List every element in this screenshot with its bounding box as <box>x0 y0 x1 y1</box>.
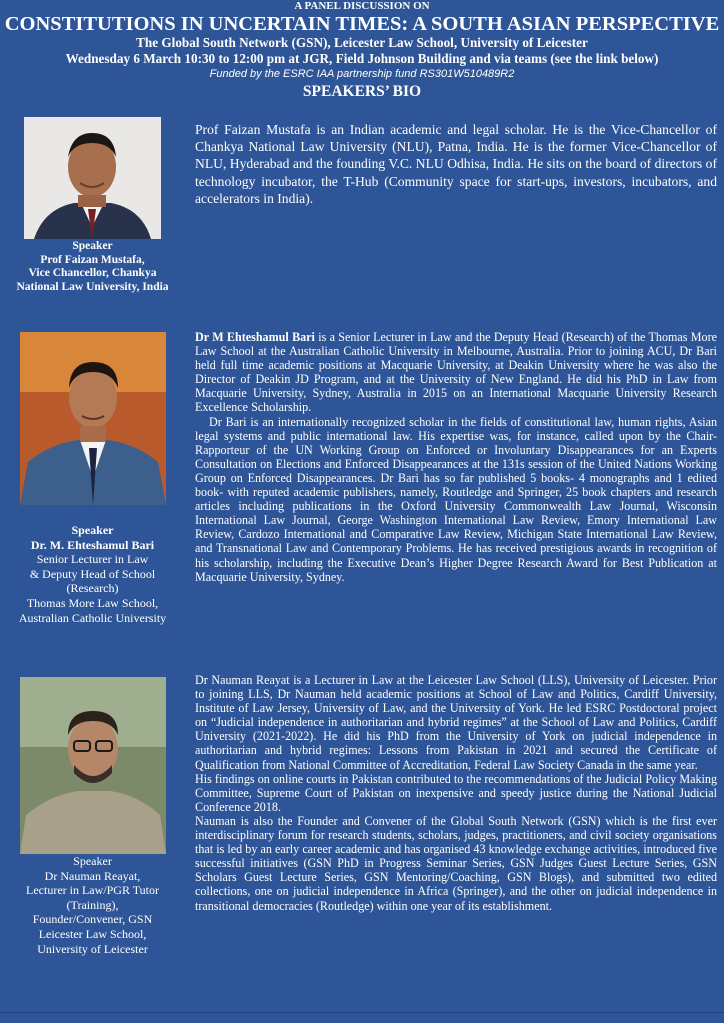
bio-text: is a Senior Lecturer in Law and the Deputy Head (Research) of the Thomas More Law School at the Australian Catholic University in Melbourne, Australia. Prior to joining ACU, Dr Bari held full time academic positions at Macquarie University, at Deakin University where he was also the Director of Deakin JD Program, and at the University of New England. He did his PhD in Law from Macquarie University, Sydney, Australia in 2015 on an International Macquarie University Research Excellence Scholarship. <box>195 330 717 415</box>
speaker-role: Speaker <box>73 854 112 868</box>
speaker-role: Speaker <box>71 523 114 537</box>
speaker-title-line: (Training), <box>66 897 119 912</box>
speaker-role: Speaker <box>72 240 113 252</box>
bottom-divider <box>0 1012 724 1013</box>
speaker-bio <box>195 330 717 584</box>
speaker-name: Dr Nauman Reayat, <box>44 868 141 883</box>
bio-paragraph: Prof Faizan Mustafa is an Indian academic and legal scholar. He is the Vice-Chancellor of Chankya National Law University (NLU), Patna, India. He is the former Vice-Chancellor of NLU, Hyderabad and the founding V.C. NLU Odhisa, India. He sits on the board of directors of technology incubator, the T-Hub (Community space for start-ups, investors, incubators, and accelerators in India). <box>195 122 717 206</box>
speaker-caption <box>0 854 185 956</box>
section-title: SPEAKERS’ BIO <box>302 83 422 100</box>
speaker-title-line: Leicester Law School, <box>38 926 147 941</box>
bio-paragraph: His findings on online courts in Pakistan contributed to the recommendations of the Judicial Policy Making Committee, Supreme Court of Pakistan on inexpensive and speedy justice during the National Judicial Conference 2018. <box>195 771 717 814</box>
bio-paragraph: Dr Nauman Reayat is a Lecturer in Law at the Leicester Law School (LLS), University of Leicester. Prior to joining LLS, Dr Nauman held academic positions at School of Law and Politics, Cardiff University, Institute of Law Jersey, University of Law, and the University of York. He led ESRC Postdoctoral project on “Judicial independence in authoritarian and hybrid regimes” at the School of Law and Politics, Cardiff University (2021-2022). He did his PhD from the University of York on judicial independence in authoritarian and hybrid regimes: Lessons from Pakistan in 2021 and secured the Certificate of Qualification from National Committee of Accreditation, Federal Law Society Canada in the same year. <box>195 673 717 772</box>
speaker-photo <box>20 677 166 854</box>
bio-paragraph: Dr Bari is an internationally recognized scholar in the fields of constitutional law, human rights, Asian legal systems and public international law. His expertise was, for instance, called upon by the Chair-Rapporteur of the UN Working Group on Enforced or Involuntary Disappearances for an Experts Consultation on Elections and Enforced Disappearances at the 131s session of the United Nations Working Group on Enforced Disappearances. Dr Bari has so far published 5 books- 4 monographs and 1 edited book- with reputed academic publishers, namely, Routledge and Springer, 25 book chapters and research articles including publications in the Oxford University Commonwealth Law Journal, Wisconsin International Law Journal, George Washington International Law Review, Emory International Law Review, Cardozo International and Comparative Law Review, Michigan State International Law Review, and Transnational Law and Contemporary Problems. He has received prestigious awards in recognition of his scholarship, including the Executive Dean’s Higher Degree Research Award for Best Publication at Macquarie University, Sydney. <box>195 414 717 584</box>
speaker-sidebar <box>0 117 185 294</box>
speaker-name: Prof Faizan Mustafa, <box>40 253 145 266</box>
kicker: A PANEL DISCUSSION ON <box>294 0 430 12</box>
speaker-title-line: Australian Catholic University <box>18 610 167 625</box>
speaker-bio <box>195 121 717 207</box>
speaker-bio <box>195 673 717 913</box>
speaker-caption <box>0 523 185 625</box>
speaker-sidebar <box>0 677 185 956</box>
speaker-title-line: Lecturer in Law/PGR Tutor <box>26 883 159 898</box>
speaker-title-line: Senior Lecturer in Law <box>36 552 149 567</box>
speaker-title-line: Founder/Convener, GSN <box>32 912 153 927</box>
date-venue: Wednesday 6 March 10:30 to 12:00 pm at JGR, Field Johnson Building and via teams (see the link below) <box>65 51 659 66</box>
page-title: CONSTITUTIONS IN UNCERTAIN TIMES: A SOUTH ASIAN PERSPECTIVE <box>4 13 720 35</box>
speaker-title-line: University of Leicester <box>37 941 148 956</box>
speaker-title-line: (Research) <box>66 581 119 596</box>
bio-paragraph: Nauman is also the Founder and Convener of the Global South Network (GSN) which is the first ever interdisciplinary forum for research students, scholars, judges, practitioners, and civil society organisations that is led by an early career academic and has organised 43 knowledge exchange activities, introduced five successful initiatives (GSN PhD in Progress Seminar Series, GSN Judges Guest Lecture Series, GSN Scholars Guest Lecture Series, GSN Mentoring/Coaching, GSN Blogs), and submitted two edited collections, one on judicial independence in Africa (Springer), and the other on judicial independence in transitional democracies (Routledge) within one year of its establishment. <box>195 813 717 913</box>
speaker-title-line: National Law University, India <box>16 280 169 293</box>
bio-name: Dr M Ehteshamul Bari <box>195 330 315 344</box>
bio-paragraph <box>195 330 717 415</box>
speaker-title-line: Vice Chancellor, Chankya <box>28 267 157 279</box>
speaker-sidebar <box>0 332 185 625</box>
speaker-photo <box>20 332 166 505</box>
portrait-image <box>20 332 166 505</box>
speaker-photo <box>24 117 161 239</box>
header <box>0 0 724 102</box>
portrait-image <box>20 677 166 854</box>
portrait-image <box>24 117 161 239</box>
speaker-caption <box>0 240 185 294</box>
organisers: The Global South Network (GSN), Leicester Law School, University of Leicester <box>136 35 588 50</box>
funding-note: Funded by the ESRC IAA partnership fund RS301W510489R2 <box>209 68 515 80</box>
speaker-name: Dr. M. Ehteshamul Bari <box>30 537 155 552</box>
speaker-title-line: Thomas More Law School, <box>26 595 159 610</box>
speaker-title-line: & Deputy Head of School <box>29 566 156 581</box>
